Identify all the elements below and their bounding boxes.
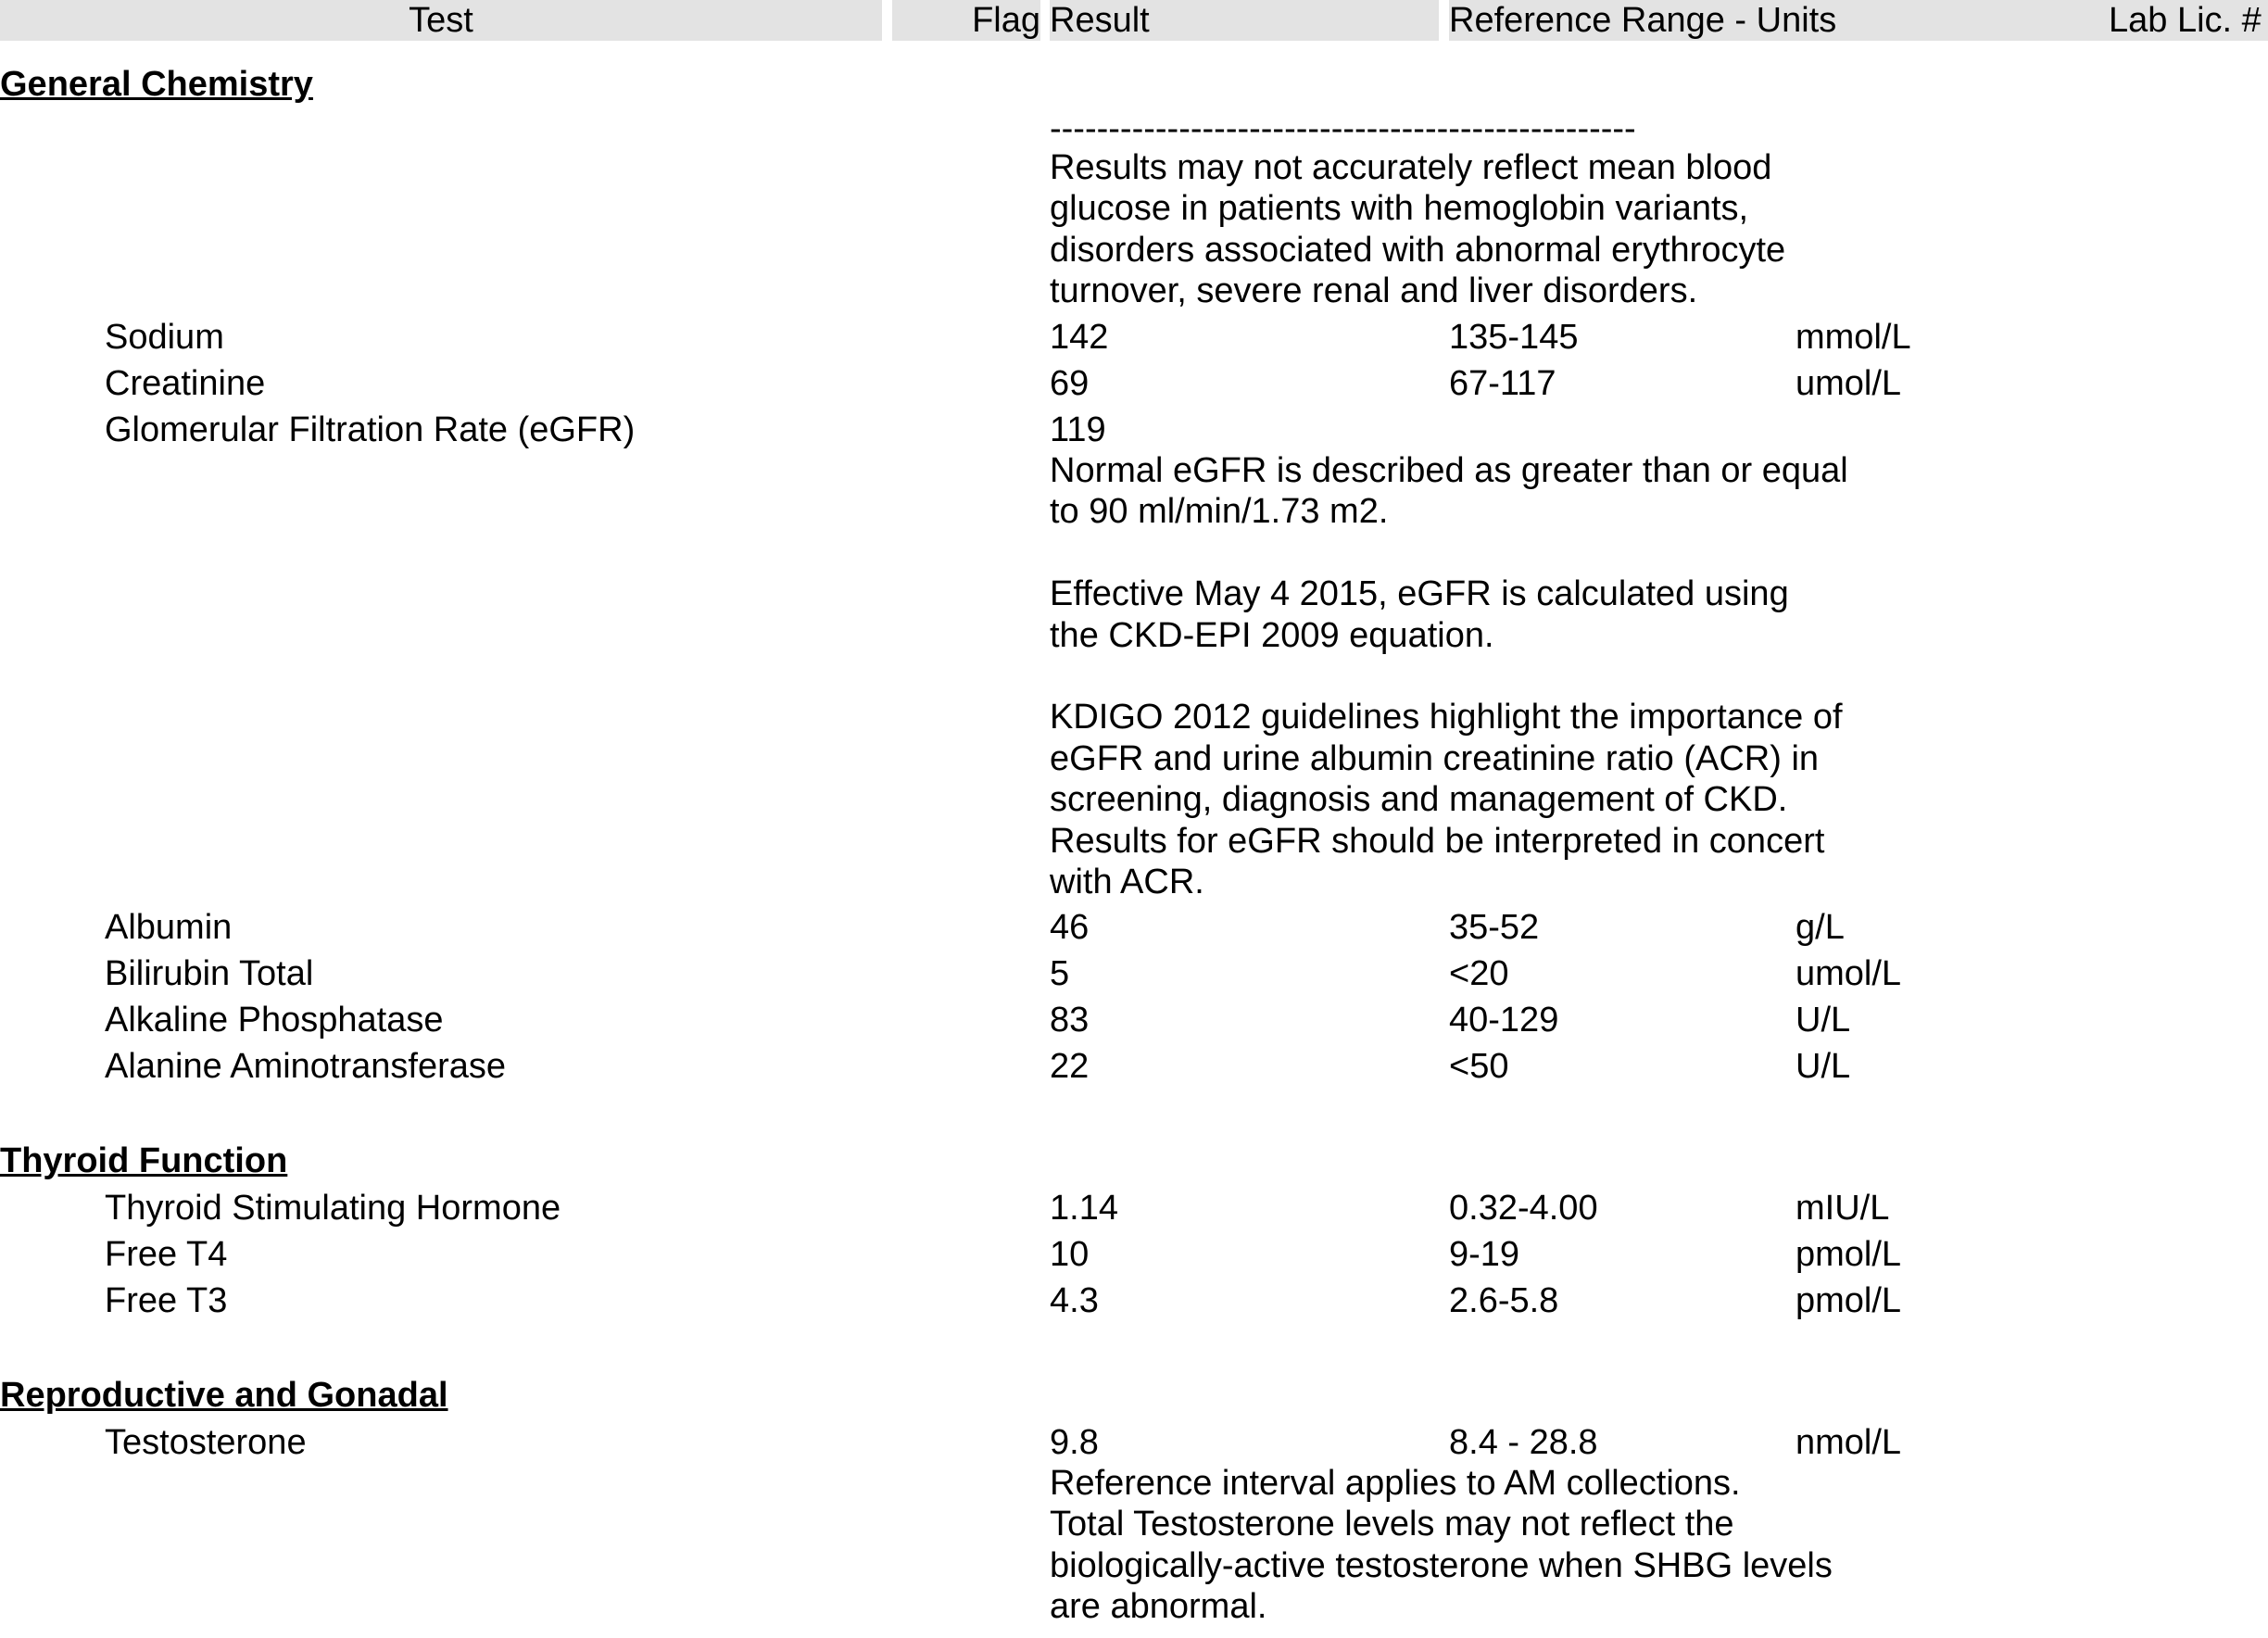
- table-row-alanine-aminotransferase: [0, 1043, 2268, 1090]
- col-header-test: [0, 0, 882, 41]
- reference-range: <20: [1449, 954, 1509, 993]
- test-name: Thyroid Stimulating Hormone: [105, 1189, 561, 1228]
- result-value: 10: [1050, 1235, 1090, 1274]
- table-row-tsh: [0, 1185, 2268, 1231]
- reference-range: 35-52: [1449, 908, 1540, 947]
- units: umol/L: [1796, 364, 1902, 403]
- col-header-lablic-label: Lab Lic. #: [2109, 1, 2262, 40]
- separator-text: --------------------------------------------------: [1050, 109, 1636, 148]
- result-value: 4.3: [1050, 1281, 1099, 1320]
- section-thyroid-function: [0, 1138, 2268, 1184]
- units: pmol/L: [1796, 1235, 1902, 1274]
- test-name: Bilirubin Total: [105, 954, 314, 993]
- col-header-test-label: Test: [409, 1, 473, 40]
- units: mIU/L: [1796, 1189, 1890, 1228]
- test-name: Alkaline Phosphatase: [105, 1001, 444, 1040]
- test-name: Alanine Aminotransferase: [105, 1047, 507, 1086]
- reference-range: 67-117: [1449, 364, 1556, 403]
- result-value: 46: [1050, 908, 1090, 947]
- test-name: Testosterone: [105, 1423, 307, 1462]
- result-value: 1.14: [1050, 1189, 1118, 1228]
- table-row-alkaline-phosphatase: [0, 997, 2268, 1043]
- units: U/L: [1796, 1047, 1851, 1086]
- result-value: 83: [1050, 1001, 1090, 1040]
- result-value: 142: [1050, 318, 1109, 357]
- table-row-free-t3: [0, 1278, 2268, 1324]
- col-header-flag: [892, 0, 1040, 41]
- table-row-testosterone: [0, 1419, 2268, 1466]
- separator-line: [0, 106, 2268, 152]
- reference-range: 0.32-4.00: [1449, 1189, 1598, 1228]
- reference-range: 2.6-5.8: [1449, 1281, 1559, 1320]
- section-general-chemistry: [0, 61, 2268, 107]
- units: U/L: [1796, 1001, 1851, 1040]
- units: pmol/L: [1796, 1281, 1902, 1320]
- result-value: 69: [1050, 364, 1090, 403]
- test-name: Creatinine: [105, 364, 266, 403]
- reference-range: 8.4 - 28.8: [1449, 1423, 1598, 1462]
- reference-range: 40-129: [1449, 1001, 1559, 1040]
- result-value: 9.8: [1050, 1423, 1099, 1462]
- egfr-note: Normal eGFR is described as greater than or equal to 90 ml/min/1.73 m2. Effective May 4 2015, eGFR is calculated using the CKD-EPI 2009 equation. KDIGO 2012 guidelines highlight the importance of eGFR and urine albumin creatinine ratio (ACR) in screening, diagnosis and management of CKD. Results for eGFR should be interpreted in concert with ACR.: [1050, 451, 1848, 902]
- section-title: Reproductive and Gonadal: [0, 1376, 448, 1415]
- test-name: Free T4: [105, 1235, 228, 1274]
- section-title: General Chemistry: [0, 65, 313, 104]
- col-header-range: [1449, 0, 2268, 41]
- col-header-flag-label: Flag: [972, 1, 1040, 40]
- table-row-sodium: [0, 314, 2268, 360]
- table-row-free-t4: [0, 1231, 2268, 1278]
- table-row-albumin: [0, 904, 2268, 951]
- table-row-egfr: [0, 407, 2268, 453]
- table-row-bilirubin: [0, 951, 2268, 997]
- reference-range: <50: [1449, 1047, 1509, 1086]
- reference-range: 135-145: [1449, 318, 1579, 357]
- units: nmol/L: [1796, 1423, 1902, 1462]
- testosterone-note: Reference interval applies to AM collections. Total Testosterone levels may not reflect the biologically-active testosterone when SHBG levels are abnormal.: [1050, 1464, 1833, 1627]
- col-header-result-label: Result: [1050, 1, 1150, 40]
- section-title: Thyroid Function: [0, 1141, 288, 1180]
- test-name: Glomerular Filtration Rate (eGFR): [105, 410, 636, 449]
- test-name: Free T3: [105, 1281, 228, 1320]
- result-value: 119: [1050, 410, 1106, 449]
- test-name: Sodium: [105, 318, 224, 357]
- glucose-note: Results may not accurately reflect mean blood glucose in patients with hemoglobin variants, disorders associated with abnormal erythrocyte turnover, severe renal and liver disorders.: [1050, 148, 1786, 311]
- test-name: Albumin: [105, 908, 233, 947]
- units: mmol/L: [1796, 318, 1911, 357]
- reference-range: 9-19: [1449, 1235, 1520, 1274]
- table-row-creatinine: [0, 360, 2268, 407]
- result-value: 22: [1050, 1047, 1090, 1086]
- result-value: 5: [1050, 954, 1070, 993]
- units: g/L: [1796, 908, 1845, 947]
- units: umol/L: [1796, 954, 1902, 993]
- section-reproductive-gonadal: [0, 1372, 2268, 1418]
- col-header-range-label: Reference Range - Units: [1449, 1, 1837, 40]
- col-header-result: [1050, 0, 1439, 41]
